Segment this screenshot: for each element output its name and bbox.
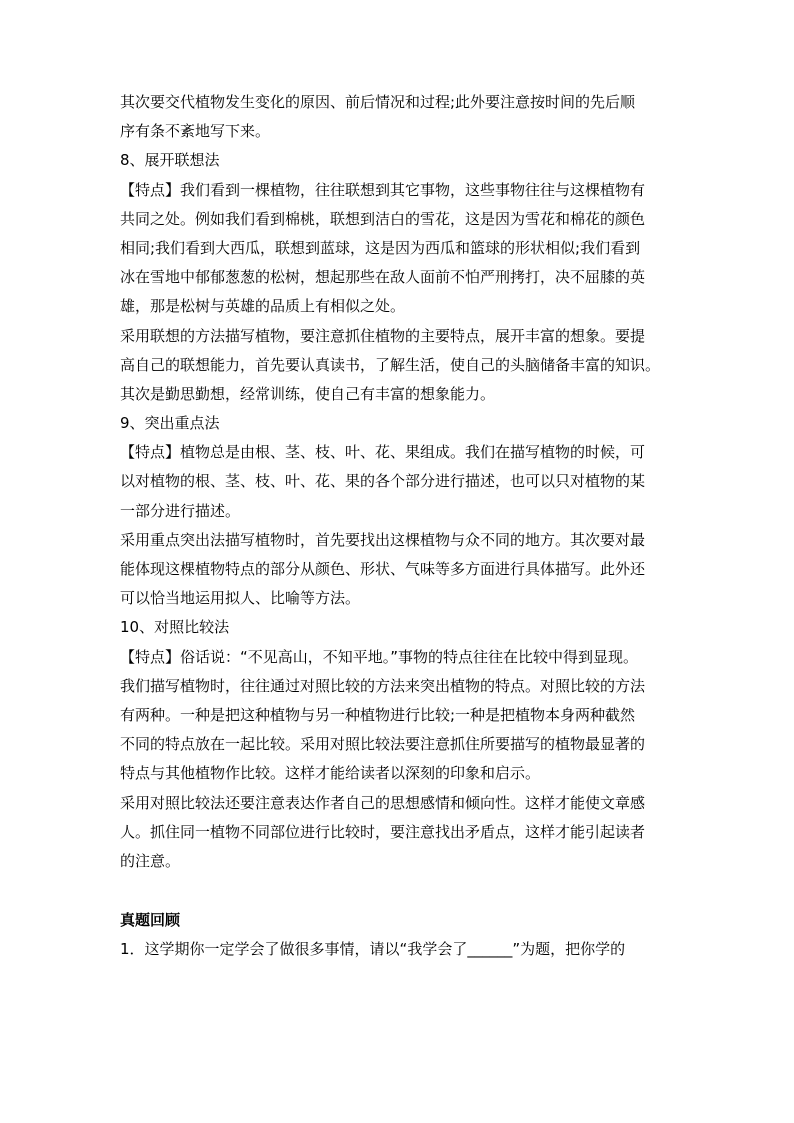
method-8-title — [120, 146, 680, 175]
paragraph-10 — [120, 789, 680, 877]
method-9-title — [120, 409, 680, 438]
text-line: 人。抓住同一植物不同部位进行比较时，要注意找出矛盾点，这样才能引起读者 — [120, 822, 646, 841]
paragraph-3 — [120, 176, 680, 322]
text-line: 【特点】植物总是由根、茎、枝、叶、花、果组成。我们在描写植物的时候，可 — [120, 443, 646, 462]
text-line: 的注意。 — [120, 851, 181, 870]
text-line: 采用对照比较法还要注意表达作者自己的思想感情和倾向性。这样才能使文章感 — [120, 793, 646, 812]
section-title: 8、展开联想法 — [120, 151, 220, 170]
paragraph-9 — [120, 643, 680, 789]
text-line: 【特点】俗话说：“不见高山，不知平地。”事物的特点往往在比较中得到显现。 — [120, 647, 639, 666]
section-title: 9、突出重点法 — [120, 414, 220, 433]
text-line: 特点与其他植物作比较。这样才能给读者以深刻的印象和启示。 — [120, 764, 541, 783]
text-line: 其次是勤思勤想，经常训练，使自己有丰富的想象能力。 — [120, 384, 496, 403]
text-line: 高自己的联想能力，首先要认真读书，了解生活，使自己的头脑储备丰富的知识。 — [120, 355, 661, 374]
text-line: 雄，那是松树与英雄的品质上有相似之处。 — [120, 297, 406, 316]
method-10-title — [120, 613, 680, 642]
paragraph-7 — [120, 526, 680, 614]
text-line: 一部分进行描述。 — [120, 501, 241, 520]
text-line: 冰在雪地中郁郁葱葱的松树，想起那些在敌人面前不怕严刑拷打，决不屈膝的英 — [120, 268, 646, 287]
section-spacer — [120, 876, 680, 906]
text-line: 共同之处。例如我们看到棉桃，联想到洁白的雪花，这是因为雪花和棉花的颜色 — [120, 209, 646, 228]
text-line: 以对植物的根、茎、枝、叶、花、果的各个部分进行描述，也可以只对植物的某 — [120, 472, 646, 491]
text-line: 相同;我们看到大西瓜，联想到蓝球，这是因为西瓜和篮球的形状相似;我们看到 — [120, 238, 641, 257]
text-line: 能体现这棵植物特点的部分从颜色、形状、气味等多方面进行具体描写。此外还 — [120, 560, 646, 578]
text-line: 采用联想的方法描写植物，要注意抓住植物的主要特点，展开丰富的想象。要提 — [120, 326, 646, 345]
text-line: 采用重点突出法描写植物时，首先要找出这棵植物与众不同的地方。其次要对最 — [120, 530, 646, 549]
paragraph-4 — [120, 322, 680, 410]
text-line: 其次要交代植物发生变化的原因、前后情况和过程;此外要注意按时间的先后顺 — [120, 93, 636, 111]
text-line: 序有条不紊地写下来。 — [120, 122, 271, 141]
paragraph-6 — [120, 438, 680, 526]
text-line: 我们描写植物时，往往通过对照比较的方法来突出植物的特点。对照比较的方法 — [120, 676, 646, 695]
paragraph-1 — [120, 88, 680, 146]
text-line: 可以恰当地运用拟人、比喻等方法。 — [120, 589, 361, 608]
review-heading: 真题回顾 — [120, 911, 181, 930]
text-line: 【特点】我们看到一棵植物，往往联想到其它事物，这些事物往往与这棵植物有 — [120, 180, 646, 199]
question-1: 1．这学期你一定学会了做很多事情，请以“我学会了______”为题，把你学的 — [120, 940, 626, 959]
text-line: 不同的特点放在一起比较。采用对照比较法要注意抓住所要描写的植物最显著的 — [120, 735, 646, 754]
text-line: 有两种。一种是把这种植物与另一种植物进行比较;一种是把植物本身两种截然 — [120, 705, 636, 724]
section-title: 10、对照比较法 — [120, 618, 230, 637]
document-body — [120, 88, 680, 964]
